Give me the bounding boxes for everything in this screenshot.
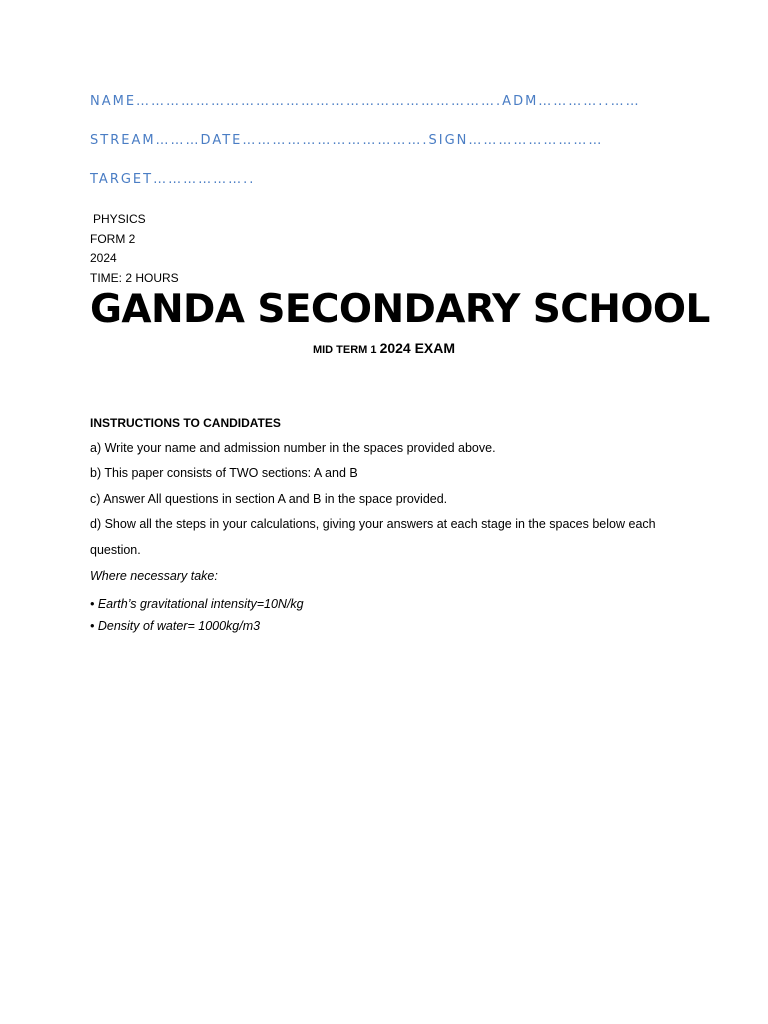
exam-title-term: MID TERM 1 — [312, 344, 380, 356]
exam-title — [0, 340, 768, 358]
stream-date-sign-field-line: STREAM………DATE……………………………….SIGN……………………… — [90, 133, 604, 148]
constants-note-heading: Where necessary take: — [90, 569, 218, 583]
form-label: FORM 2 — [90, 231, 136, 246]
constant-gravity: • Earth’s gravitational intensity=10N/kg — [90, 597, 304, 611]
school-name-heading: GANDA SECONDARY SCHOOL — [90, 287, 710, 332]
exam-title-year: 2024 EXAM — [379, 340, 456, 356]
name-adm-field-line: NAME……………………………………………………………….ADM…………..…… — [90, 94, 641, 109]
instruction-item: c) Answer All questions in section A and B in the space provided. — [90, 492, 448, 506]
instruction-item: a) Write your name and admission number in the spaces provided above. — [90, 441, 496, 455]
subject-label: PHYSICS — [93, 212, 146, 226]
instruction-item: d) Show all the steps in your calculations, giving your answers at each stage in the spaces below each — [90, 517, 656, 531]
instruction-item-continuation: question. — [90, 543, 141, 557]
constant-water-density: • Density of water= 1000kg/m3 — [90, 619, 261, 633]
instructions-heading: INSTRUCTIONS TO CANDIDATES — [90, 416, 281, 430]
time-label: TIME: 2 HOURS — [90, 270, 179, 285]
instruction-item: b) This paper consists of TWO sections: A and B — [90, 466, 358, 480]
target-field-line: TARGET……………….. — [90, 172, 256, 187]
year-label: 2024 — [90, 251, 117, 265]
